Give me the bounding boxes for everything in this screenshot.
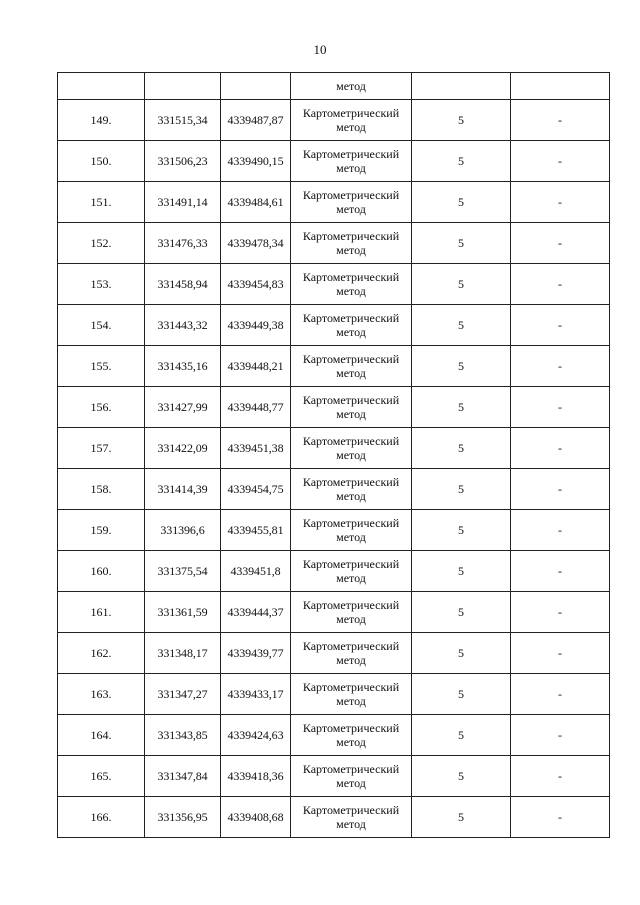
cell-method: метод [291, 73, 412, 100]
table-row [58, 387, 610, 428]
table-row [58, 510, 610, 551]
cell-y: 4339444,37 [221, 592, 291, 633]
cell-num: 157. [58, 428, 145, 469]
cell-method [291, 633, 412, 674]
cell-y: 4339484,61 [221, 182, 291, 223]
cell-note: - [511, 674, 610, 715]
table-row [58, 797, 610, 838]
table-row [58, 346, 610, 387]
method-line-1: Картометрический [302, 680, 400, 694]
cell-note [511, 73, 610, 100]
cell-accuracy: 5 [412, 100, 511, 141]
method-line-1: Картометрический [302, 352, 400, 366]
table-row [58, 592, 610, 633]
cell-accuracy: 5 [412, 715, 511, 756]
cell-method [291, 141, 412, 182]
cell-num: 162. [58, 633, 145, 674]
cell-num: 164. [58, 715, 145, 756]
method-line-1: Картометрический [302, 557, 400, 571]
cell-method [291, 346, 412, 387]
cell-method [291, 264, 412, 305]
cell-note: - [511, 387, 610, 428]
cell-accuracy: 5 [412, 264, 511, 305]
cell-method [291, 182, 412, 223]
cell-x: 331491,14 [145, 182, 221, 223]
cell-note: - [511, 100, 610, 141]
cell-note: - [511, 510, 610, 551]
cell-accuracy: 5 [412, 797, 511, 838]
cell-y: 4339454,83 [221, 264, 291, 305]
cell-y [221, 73, 291, 100]
method-line-1: Картометрический [302, 639, 400, 653]
cell-x: 331506,23 [145, 141, 221, 182]
cell-method [291, 305, 412, 346]
cell-note: - [511, 223, 610, 264]
cell-method [291, 387, 412, 428]
cell-num: 150. [58, 141, 145, 182]
cell-y: 4339478,34 [221, 223, 291, 264]
cell-num: 151. [58, 182, 145, 223]
cell-num: 159. [58, 510, 145, 551]
cell-num: 155. [58, 346, 145, 387]
table-row [58, 264, 610, 305]
table-row [58, 141, 610, 182]
table-row [58, 428, 610, 469]
cell-method [291, 797, 412, 838]
cell-num: 153. [58, 264, 145, 305]
cell-num: 166. [58, 797, 145, 838]
cell-method [291, 756, 412, 797]
method-line-2: метод [336, 489, 366, 503]
method-line-2: метод [336, 735, 366, 749]
cell-note: - [511, 797, 610, 838]
table-row [58, 674, 610, 715]
cell-x: 331375,54 [145, 551, 221, 592]
cell-y: 4339448,21 [221, 346, 291, 387]
cell-num: 165. [58, 756, 145, 797]
table-row [58, 469, 610, 510]
method-line-2: метод [336, 448, 366, 462]
cell-num: 160. [58, 551, 145, 592]
cell-note: - [511, 592, 610, 633]
cell-accuracy: 5 [412, 305, 511, 346]
cell-y: 4339408,68 [221, 797, 291, 838]
cell-y: 4339448,77 [221, 387, 291, 428]
cell-note: - [511, 715, 610, 756]
cell-x: 331435,16 [145, 346, 221, 387]
method-line-1: Картометрический [302, 762, 400, 776]
cell-y: 4339439,77 [221, 633, 291, 674]
cell-num: 156. [58, 387, 145, 428]
method-line-1: Картометрический [302, 270, 400, 284]
method-line-2: метод [336, 407, 366, 421]
cell-method [291, 428, 412, 469]
cell-x: 331348,17 [145, 633, 221, 674]
table-row [58, 223, 610, 264]
cell-num: 154. [58, 305, 145, 346]
cell-num: 163. [58, 674, 145, 715]
method-line-1: Картометрический [302, 803, 400, 817]
cell-accuracy: 5 [412, 182, 511, 223]
cell-x: 331515,34 [145, 100, 221, 141]
method-line-2: метод [336, 202, 366, 216]
cell-note: - [511, 305, 610, 346]
table-row [58, 182, 610, 223]
cell-x: 331476,33 [145, 223, 221, 264]
cell-method [291, 223, 412, 264]
method-line-1: Картометрический [302, 434, 400, 448]
cell-y: 4339418,36 [221, 756, 291, 797]
cell-note: - [511, 428, 610, 469]
cell-method [291, 592, 412, 633]
cell-x [145, 73, 221, 100]
cell-note: - [511, 633, 610, 674]
cell-note: - [511, 551, 610, 592]
cell-note: - [511, 756, 610, 797]
cell-x: 331396,6 [145, 510, 221, 551]
cell-y: 4339487,87 [221, 100, 291, 141]
cell-y: 4339449,38 [221, 305, 291, 346]
cell-num: 158. [58, 469, 145, 510]
cell-method [291, 674, 412, 715]
cell-accuracy: 5 [412, 510, 511, 551]
cell-x: 331361,59 [145, 592, 221, 633]
method-line-2: метод [336, 161, 366, 175]
cell-note: - [511, 264, 610, 305]
cell-x: 331356,95 [145, 797, 221, 838]
cell-y: 4339490,15 [221, 141, 291, 182]
cell-x: 331458,94 [145, 264, 221, 305]
cell-y: 4339455,81 [221, 510, 291, 551]
cell-x: 331443,32 [145, 305, 221, 346]
cell-y: 4339433,17 [221, 674, 291, 715]
cell-accuracy: 5 [412, 346, 511, 387]
table-row [58, 100, 610, 141]
table-row [58, 633, 610, 674]
cell-x: 331422,09 [145, 428, 221, 469]
cell-y: 4339451,38 [221, 428, 291, 469]
cell-num: 149. [58, 100, 145, 141]
cell-accuracy: 5 [412, 223, 511, 264]
cell-method [291, 469, 412, 510]
cell-method [291, 100, 412, 141]
method-line-1: Картометрический [302, 598, 400, 612]
method-line-1: Картометрический [302, 147, 400, 161]
method-line-1: Картометрический [302, 106, 400, 120]
cell-accuracy: 5 [412, 387, 511, 428]
cell-x: 331343,85 [145, 715, 221, 756]
cell-note: - [511, 182, 610, 223]
method-line-2: метод [336, 653, 366, 667]
method-line-2: метод [336, 325, 366, 339]
cell-accuracy [412, 73, 511, 100]
method-line-2: метод [336, 612, 366, 626]
cell-accuracy: 5 [412, 141, 511, 182]
cell-accuracy: 5 [412, 674, 511, 715]
coordinates-table [57, 72, 610, 838]
cell-accuracy: 5 [412, 756, 511, 797]
table-row [58, 305, 610, 346]
cell-accuracy: 5 [412, 551, 511, 592]
cell-note: - [511, 141, 610, 182]
cell-accuracy: 5 [412, 428, 511, 469]
method-line-1: Картометрический [302, 721, 400, 735]
method-line-1: Картометрический [302, 393, 400, 407]
cell-num [58, 73, 145, 100]
cell-accuracy: 5 [412, 469, 511, 510]
cell-x: 331427,99 [145, 387, 221, 428]
cell-y: 4339424,63 [221, 715, 291, 756]
method-line-2: метод [336, 817, 366, 831]
cell-accuracy: 5 [412, 633, 511, 674]
cell-x: 331414,39 [145, 469, 221, 510]
cell-method [291, 551, 412, 592]
cell-method [291, 510, 412, 551]
method-line-2: метод [336, 571, 366, 585]
cell-x: 331347,84 [145, 756, 221, 797]
cell-num: 161. [58, 592, 145, 633]
method-line-1: Картометрический [302, 311, 400, 325]
cell-note: - [511, 469, 610, 510]
method-line-2: метод [336, 366, 366, 380]
method-line-1: Картометрический [302, 229, 400, 243]
table-row [58, 756, 610, 797]
method-line-1: Картометрический [302, 188, 400, 202]
cell-x: 331347,27 [145, 674, 221, 715]
continuation-row [58, 73, 610, 100]
method-line-1: Картометрический [302, 516, 400, 530]
cell-note: - [511, 346, 610, 387]
table-row [58, 551, 610, 592]
method-line-2: метод [336, 530, 366, 544]
table-row [58, 715, 610, 756]
cell-y: 4339451,8 [221, 551, 291, 592]
method-line-2: метод [336, 120, 366, 134]
method-line-1: Картометрический [302, 475, 400, 489]
method-line-2: метод [336, 243, 366, 257]
page-number: 10 [313, 42, 327, 57]
method-line-2: метод [336, 776, 366, 790]
method-line-2: метод [336, 694, 366, 708]
cell-method [291, 715, 412, 756]
cell-y: 4339454,75 [221, 469, 291, 510]
method-line-2: метод [336, 284, 366, 298]
cell-num: 152. [58, 223, 145, 264]
cell-accuracy: 5 [412, 592, 511, 633]
